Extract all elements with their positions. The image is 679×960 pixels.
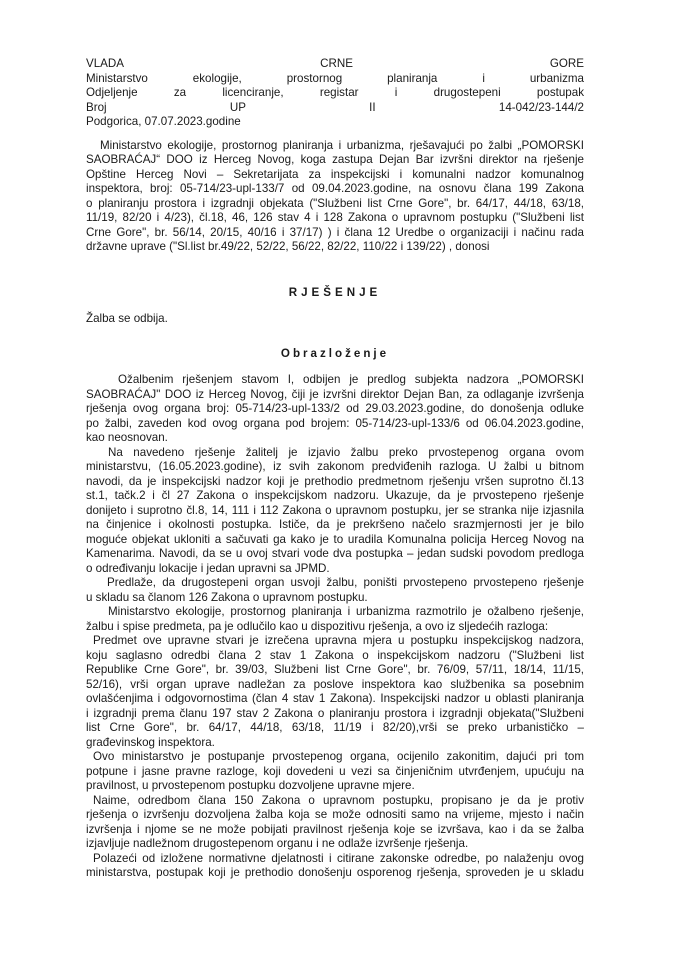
body-paragraph [86,750,584,794]
text-line: ministarstvu, (16.05.2023.godine), iz svih zakonom predviđenih razloga. U žalbi u bitnom [86,460,584,473]
text-line: Crne Gore", br. 56/14, 20/15, 40/16 i 37/17) ) i člana 12 Uredbe o organizaciji i načinu rada [86,225,584,239]
text-line: Ministarstvo ekologije, prostornog planiranja i urbanizma razmotrilo je ožalbeno rješenje, [108,605,584,618]
body-paragraph [86,576,584,605]
text-line: pravilnost, u prvostepenom postupku dozvoljene upravne mjere. [86,779,415,792]
text-line: na činjenice i okolnosti postupka. Ističe, da je prekršeno načelo srazmjernosti jer je bilo [86,518,584,531]
text-line: list Crne Gore", br. 64/17, 44/18, 63/18, 11/19 i 82/20),vrši se preko urbanističko – [86,721,584,734]
text-line: kao neosnovan. [86,431,168,444]
text-line: žalbu i spise predmeta, pa je odlučilo kao u dispozitivu rješenja, a ovo iz sljedećih razloga: [86,619,549,633]
decision-text: Žalba se odbija. [86,312,168,325]
text-line: u skladu sa članom 126 Zakona o upravnom postupku. [86,590,368,604]
document-page [86,57,584,881]
text-line: VLADA CRNE GORE [86,57,584,70]
text-line: Republike Crne Gore", br. 39/03, Službeni list Crne Gore", br. 76/09, 57/11, 18/14, 11/15, [86,663,584,676]
text-line: rješenja o izvršenju dozvoljena žalba koja se može odnositi samo na vrijeme, mjesto i način [86,808,584,821]
text-line: Ministarstvo ekologije, prostornog planiranja i urbanizma [86,71,584,85]
text-line: 11/19, 82/20 i 4/23), čl.18, 46, 126 stav 4 i 128 Zakona o upravnom postupku ("Službeni list [86,211,584,224]
text-line: 52/16), vrši organ uprave nadležan za poslove inspektora kao službenika sa posebnim [86,677,584,691]
text-line: navodi, da je inspekcijski nadzor koji je prethodio predmetnom rješenju vršen suprotno čl.13 [86,474,584,488]
text-line: Kamenarima. Navodi, da se u ovoj stvari vode dva postupka – jedan sudski povodom predloga [86,547,584,560]
text-line: ovlašćenjima i odgovornostima (član 4 stav 1 Zakona). Inspekcijski nadzor u oblasti planiranja [86,692,584,705]
text-line: državne uprave ("Sl.list br.49/22, 52/22, 56/22, 82/22, 110/22 i 139/22) , donosi [86,240,490,253]
body-paragraph [86,634,584,750]
text-line: Polazeći od izložene normativne djelatnosti i citirane zakonske odredbe, po nalaženju ovog [93,851,584,865]
text-line: rješenja ovog organa broj: 05-714/23-upl-133/2 od 29.03.2023.godine, do donošenja odluke [86,402,584,415]
decision-title: RJEŠENJE [288,285,382,299]
text-line: Broj UP II 14-042/23-144/2 [86,100,584,114]
text-line: Odjeljenje za licenciranje, registar i drugostepeni postupak [86,86,584,99]
text-line: st.1, tačk.2 i čl 27 Zakona o inspekcijskom nadzoru. Ukazuje, da je prvostepeno rješenje [86,489,584,502]
text-line: Podgorica, 07.07.2023.godine [86,115,241,128]
intro-paragraph [86,139,584,255]
text-line: Ožalbenim rješenjem stavom I, odbijen je predlog subjekta nadzora „POMORSKI [118,373,584,386]
text-line: koju saglasno odredbi člana 2 stav 1 Zakona o inspekcijskom nadzoru ("Službeni list [86,648,584,662]
body-paragraph [86,852,584,881]
text-line: ministarstva, postupak koji je prethodio donošenju osporenog rješenja, sproveden je u skladu [86,866,584,879]
text-line: po žalbi, zaveden kod ovog organa pod brojem: 05-714/23-upl-133/6 od 06.04.2023.godine, [86,416,584,430]
document-header [86,57,584,130]
text-line: Opštine Herceg Novi – Sekretarijata za inspekcijski i komunalni nadzor komunalnog [86,167,584,181]
text-line: SAOBRAĆAJ“ DOO iz Herceg Novog, koga zastupa Dejan Bar izvršni direktor na rješenje [86,153,584,166]
text-line: i izgradnji prema članu 197 stav 2 Zakona o planiranju prostora i izgradnji objekata("Službeni [86,706,584,720]
text-line: moguće objekat ukloniti a sačuvati ga kako je to uradila Komunalna policija Herceg Novog na [86,532,584,546]
body-paragraph [86,605,584,634]
text-line: inspektora, broj: 05-714/23-upl-133/7 od 09.04.2023.godine, na osnovu člana 199 Zakona [86,182,584,195]
text-line: Naime, odredbom člana 150 Zakona o upravnom postupku, propisano je da je protiv [93,793,584,807]
reasoning-body [86,373,584,881]
text-line: o određivanju lokacije i jedan upravni sa JPMD. [86,561,330,575]
body-paragraph [86,446,584,577]
text-line: Predmet ove upravne stvari je izrečena upravna mjera u postupku inspekcijskog nadzora, [93,634,584,647]
text-line: izvršenja i njome se ne može pobijati pravilnost rješenja koje se izvršava, kao i da se žalba [86,822,584,836]
text-line: potpune i jasne pravne razloge, koji dovedeni u vezi sa činjeničnim utvrđenjem, upućuju na [86,764,584,778]
text-line: građevinskog inspektora. [86,735,215,749]
text-line: Ministarstvo ekologije, prostornog planiranja i urbanizma, rješavajući po žalbi „POMORSKI [100,138,584,152]
text-line: o planiranju prostora i izgradnji objekata ("Službeni list Crne Gore", br. 64/17, 44/18, 63/18, [86,196,584,210]
reasoning-title: Obrazloženje [280,346,390,360]
body-paragraph [86,794,584,852]
text-line: Na navedeno rješenje žalitelj je izjavio žalbu preko prvostepenog organa ovom [108,445,584,459]
text-line: izjavljuje nadležnom drugostepenom organu i ne odlaže izvršenje rješenja. [86,837,469,850]
text-line: donijeto i suprotno čl.8, 14, 111 i 112 Zakona o upravnom postupku, jer se stranka nije izjasnila [86,503,584,517]
body-paragraph [86,373,584,446]
text-line: Predlaže, da drugostepeni organ usvoji žalbu, poništi prvostepeno prvostepeno rješenje [107,576,584,589]
text-line: Ovo ministarstvo je postupanje prvostepenog organa, ocijenilo zakonitim, dajući pri tom [93,750,584,763]
text-line: SAOBRAĆAJ" DOO iz Herceg Novog, čiji je izvršni direktor Dejan Ban, za odlaganje izvršenja [86,387,584,401]
